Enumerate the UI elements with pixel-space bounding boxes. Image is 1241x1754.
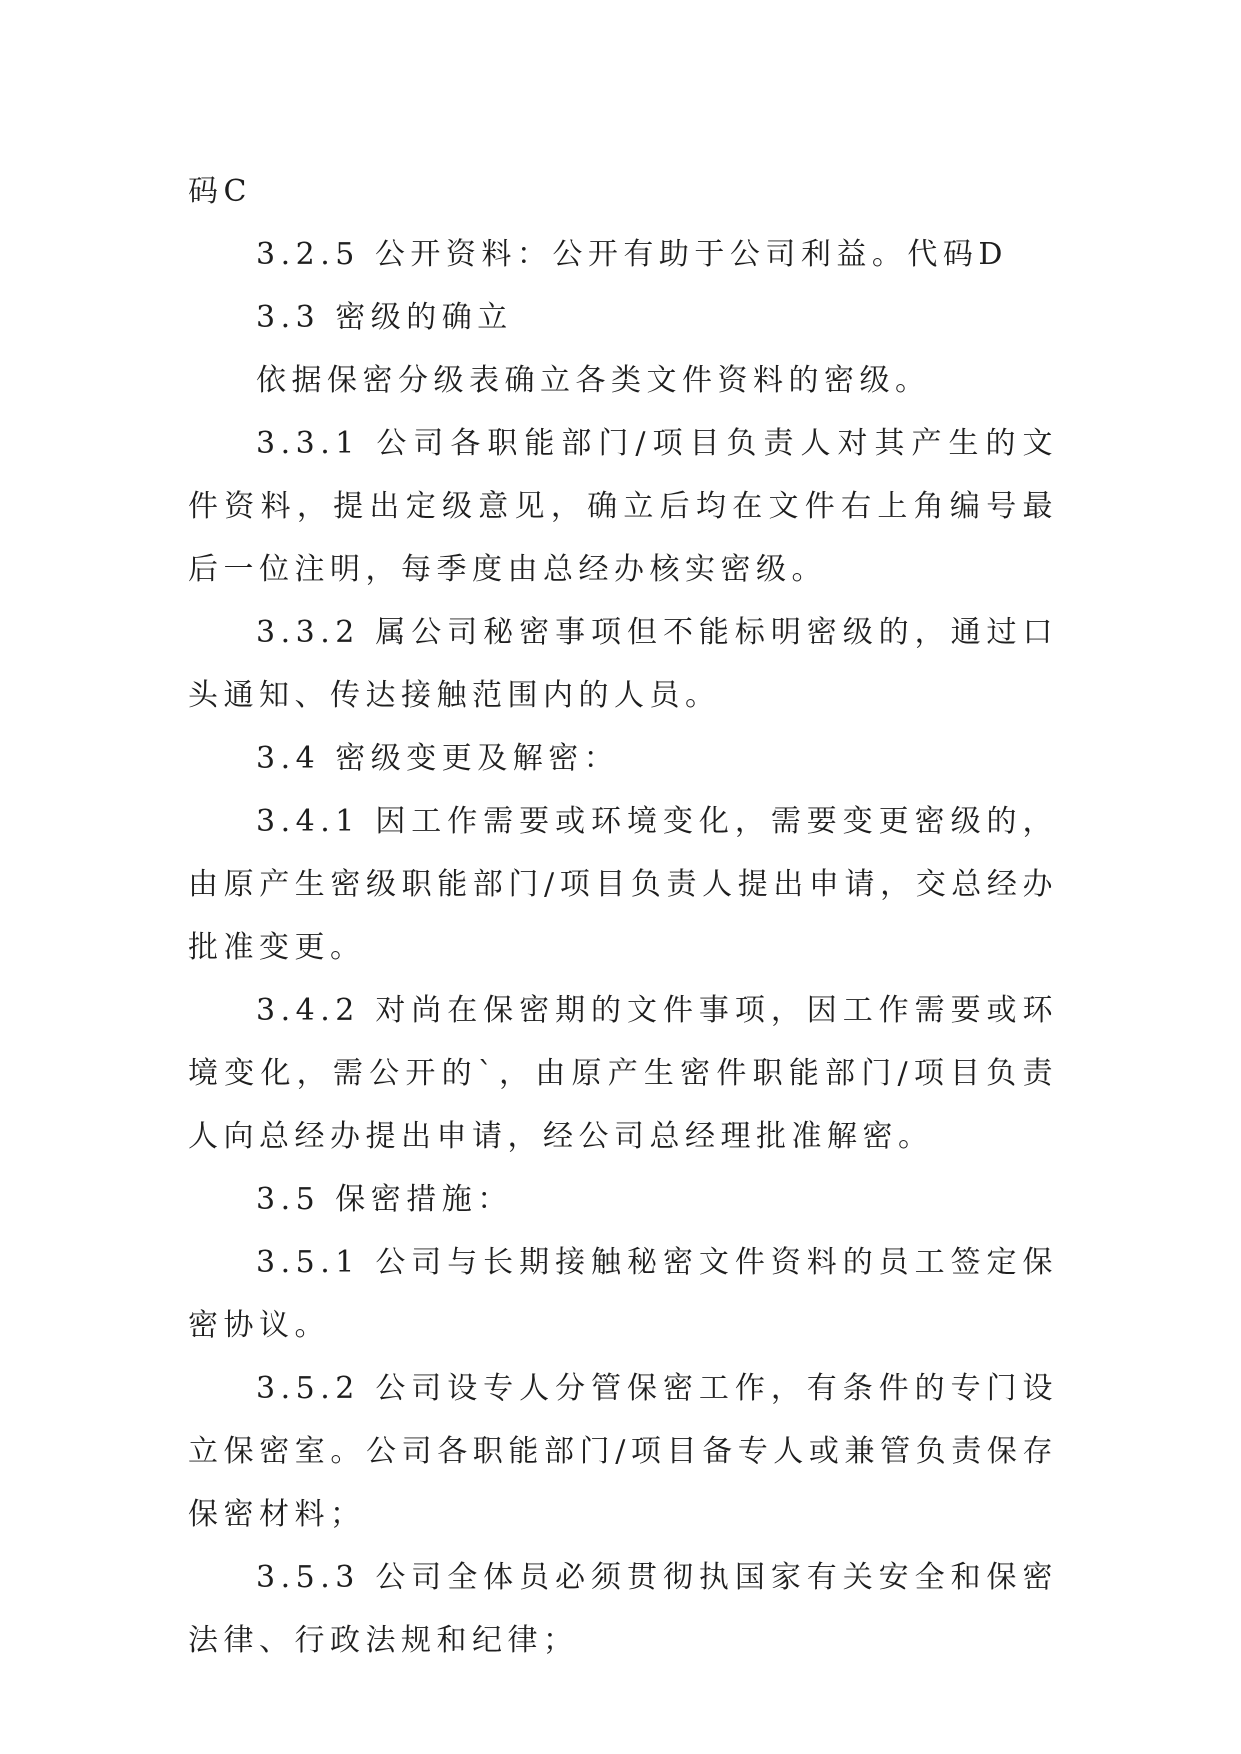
paragraph-3-4-1: 3.4.1 因工作需要或环境变化，需要变更密级的，由原产生密级职能部门/项目负责人提出申请，交总经办批准变更。: [188, 804, 1058, 965]
heading-3-4: 3.4 密级变更及解密：: [256, 741, 620, 776]
heading-3-3: 3.3 密级的确立: [256, 300, 513, 335]
paragraph-3-5-3: 3.5.3 公司全体员必须贯彻执国家有关安全和保密法律、行政法规和纪律；: [188, 1560, 1058, 1658]
paragraph-3-3-1: 3.3.1 公司各职能部门/项目负责人对其产生的文件资料，提出定级意见，确立后均在文件右上角编号最后一位注明，每季度由总经办核实密级。: [188, 426, 1058, 587]
paragraph-continuation: 码C: [188, 174, 252, 209]
paragraph-3-5-2: 3.5.2 公司设专人分管保密工作，有条件的专门设立保密室。公司各职能部门/项目备专人或兼管负责保存保密材料；: [188, 1371, 1058, 1532]
paragraph-3-3-2: 3.3.2 属公司秘密事项但不能标明密级的，通过口头通知、传达接触范围内的人员。: [188, 615, 1058, 713]
paragraph-3-4-2: 3.4.2 对尚在保密期的文件事项，因工作需要或环境变化，需公开的`，由原产生密件职能部门/项目负责人向总经办提出申请，经公司总经理批准解密。: [188, 993, 1058, 1154]
paragraph-3-5-1: 3.5.1 公司与长期接触秘密文件资料的员工签定保密协议。: [188, 1245, 1058, 1343]
paragraph-3-2-5: 3.2.5 公开资料：公开有助于公司利益。代码D: [256, 237, 1008, 272]
document-body: [188, 160, 1058, 1672]
paragraph-3-3-intro: 依据保密分级表确立各类文件资料的密级。: [256, 363, 931, 398]
heading-3-5: 3.5 保密措施：: [256, 1182, 513, 1217]
